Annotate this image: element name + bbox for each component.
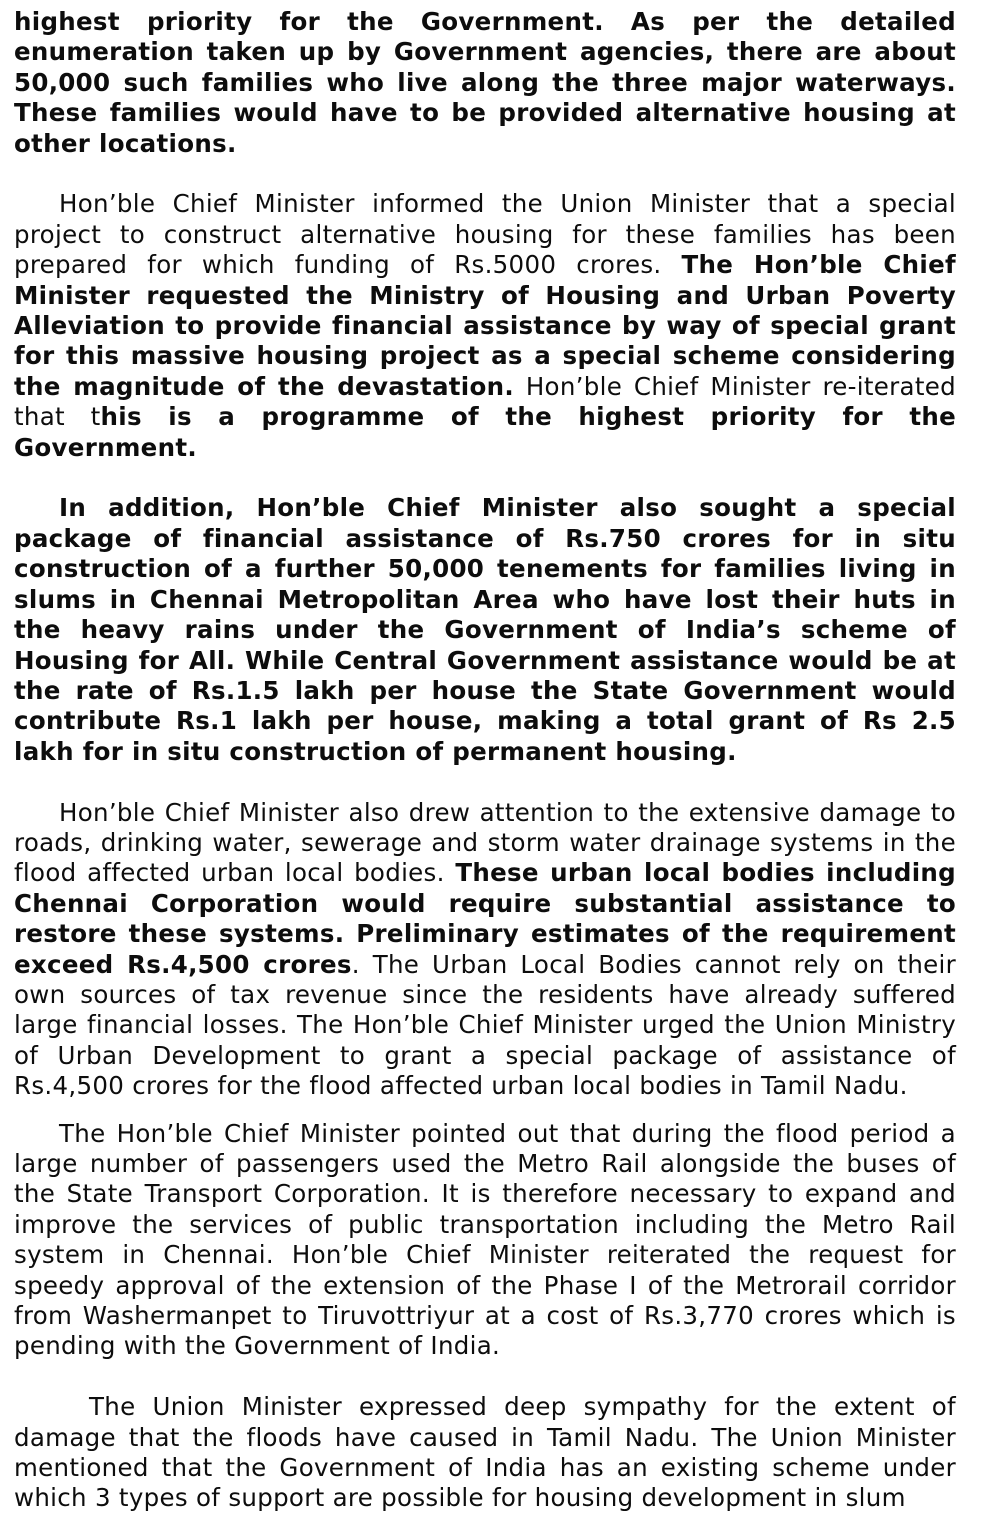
- body-text: Hon’ble Chief Minister also drew attention to the extensive damage to roads, drinking water, sewerage and storm water drainage systems in the flood affected urban local bodies.: [14, 797, 956, 888]
- body-text: The Union Minister expressed deep sympathy for the extent of damage that the floods have caused in Tamil Nadu. The Union Minister mentioned that the Government of India has an existing scheme under which 3 types of support are possible for housing development in slum: [14, 1392, 956, 1513]
- paragraph-special-project: [14, 189, 956, 463]
- bold-text: highest priority for the Government. As per the detailed enumeration taken up by Government agencies, there are about 50,000 such families who live along the three major waterways. These families would have to be provided alternative housing at other locations.: [14, 7, 956, 158]
- body-text: Hon’ble Chief Minister re-iterated that t: [14, 371, 956, 432]
- body-text: . The Urban Local Bodies cannot rely on their own sources of tax revenue since the residents have already suffered large financial losses. The Hon’ble Chief Minister urged the Union Ministry of Urban Development to grant a special package of assistance of Rs.4,500 crores for the flood affected urban local bodies in Tamil Nadu.: [14, 949, 956, 1101]
- bold-text: The Hon’ble Chief Minister requested the Ministry of Housing and Urban Poverty Alleviation to provide financial assistance by way of special grant for this massive housing project as a special scheme considering the magnitude of the devastation.: [14, 250, 956, 401]
- bold-text: In addition, Hon’ble Chief Minister also sought a special package of financial assistance of Rs.750 crores for in situ construction of a further 50,000 tenements for families living in slums in Chennai Metropolitan Area who have lost their huts in the heavy rains under the Government of India’s scheme of Housing for All. While Central Government assistance would be at the rate of Rs.1.5 lakh per house the State Government would contribute Rs.1 lakh per house, making a total grant of Rs 2.5 lakh for in situ construction of permanent housing.: [14, 493, 956, 766]
- paragraph-urban-local-bodies: [14, 798, 956, 1102]
- paragraph-housing-priority: [14, 7, 956, 159]
- paragraph-metro-rail: [14, 1119, 956, 1362]
- bold-text: his is a programme of the highest priority for the Government.: [14, 402, 957, 462]
- paragraph-special-package: [14, 493, 956, 767]
- bold-text: These urban local bodies including Chennai Corporation would require substantial assistance to restore these systems. Preliminary estimates of the requirement exceed Rs.4,500 crores: [14, 858, 956, 979]
- body-text: The Hon’ble Chief Minister pointed out that during the flood period a large number of passengers used the Metro Rail alongside the buses of the State Transport Corporation. It is therefore necessary to expand and improve the services of public transportation including the Metro Rail system in Chennai. Hon’ble Chief Minister reiterated the request for speedy approval of the extension of the Phase I of the Metrorail corridor from Washermanpet to Tiruvottriyur at a cost of Rs.3,770 crores which is pending with the Government of India.: [14, 1118, 956, 1361]
- body-text: Hon’ble Chief Minister informed the Union Minister that a special project to construct alternative housing for these families has been prepared for which funding of Rs.5000 crores.: [14, 189, 956, 280]
- document-page: [14, 7, 956, 1514]
- paragraph-union-minister: [14, 1392, 956, 1514]
